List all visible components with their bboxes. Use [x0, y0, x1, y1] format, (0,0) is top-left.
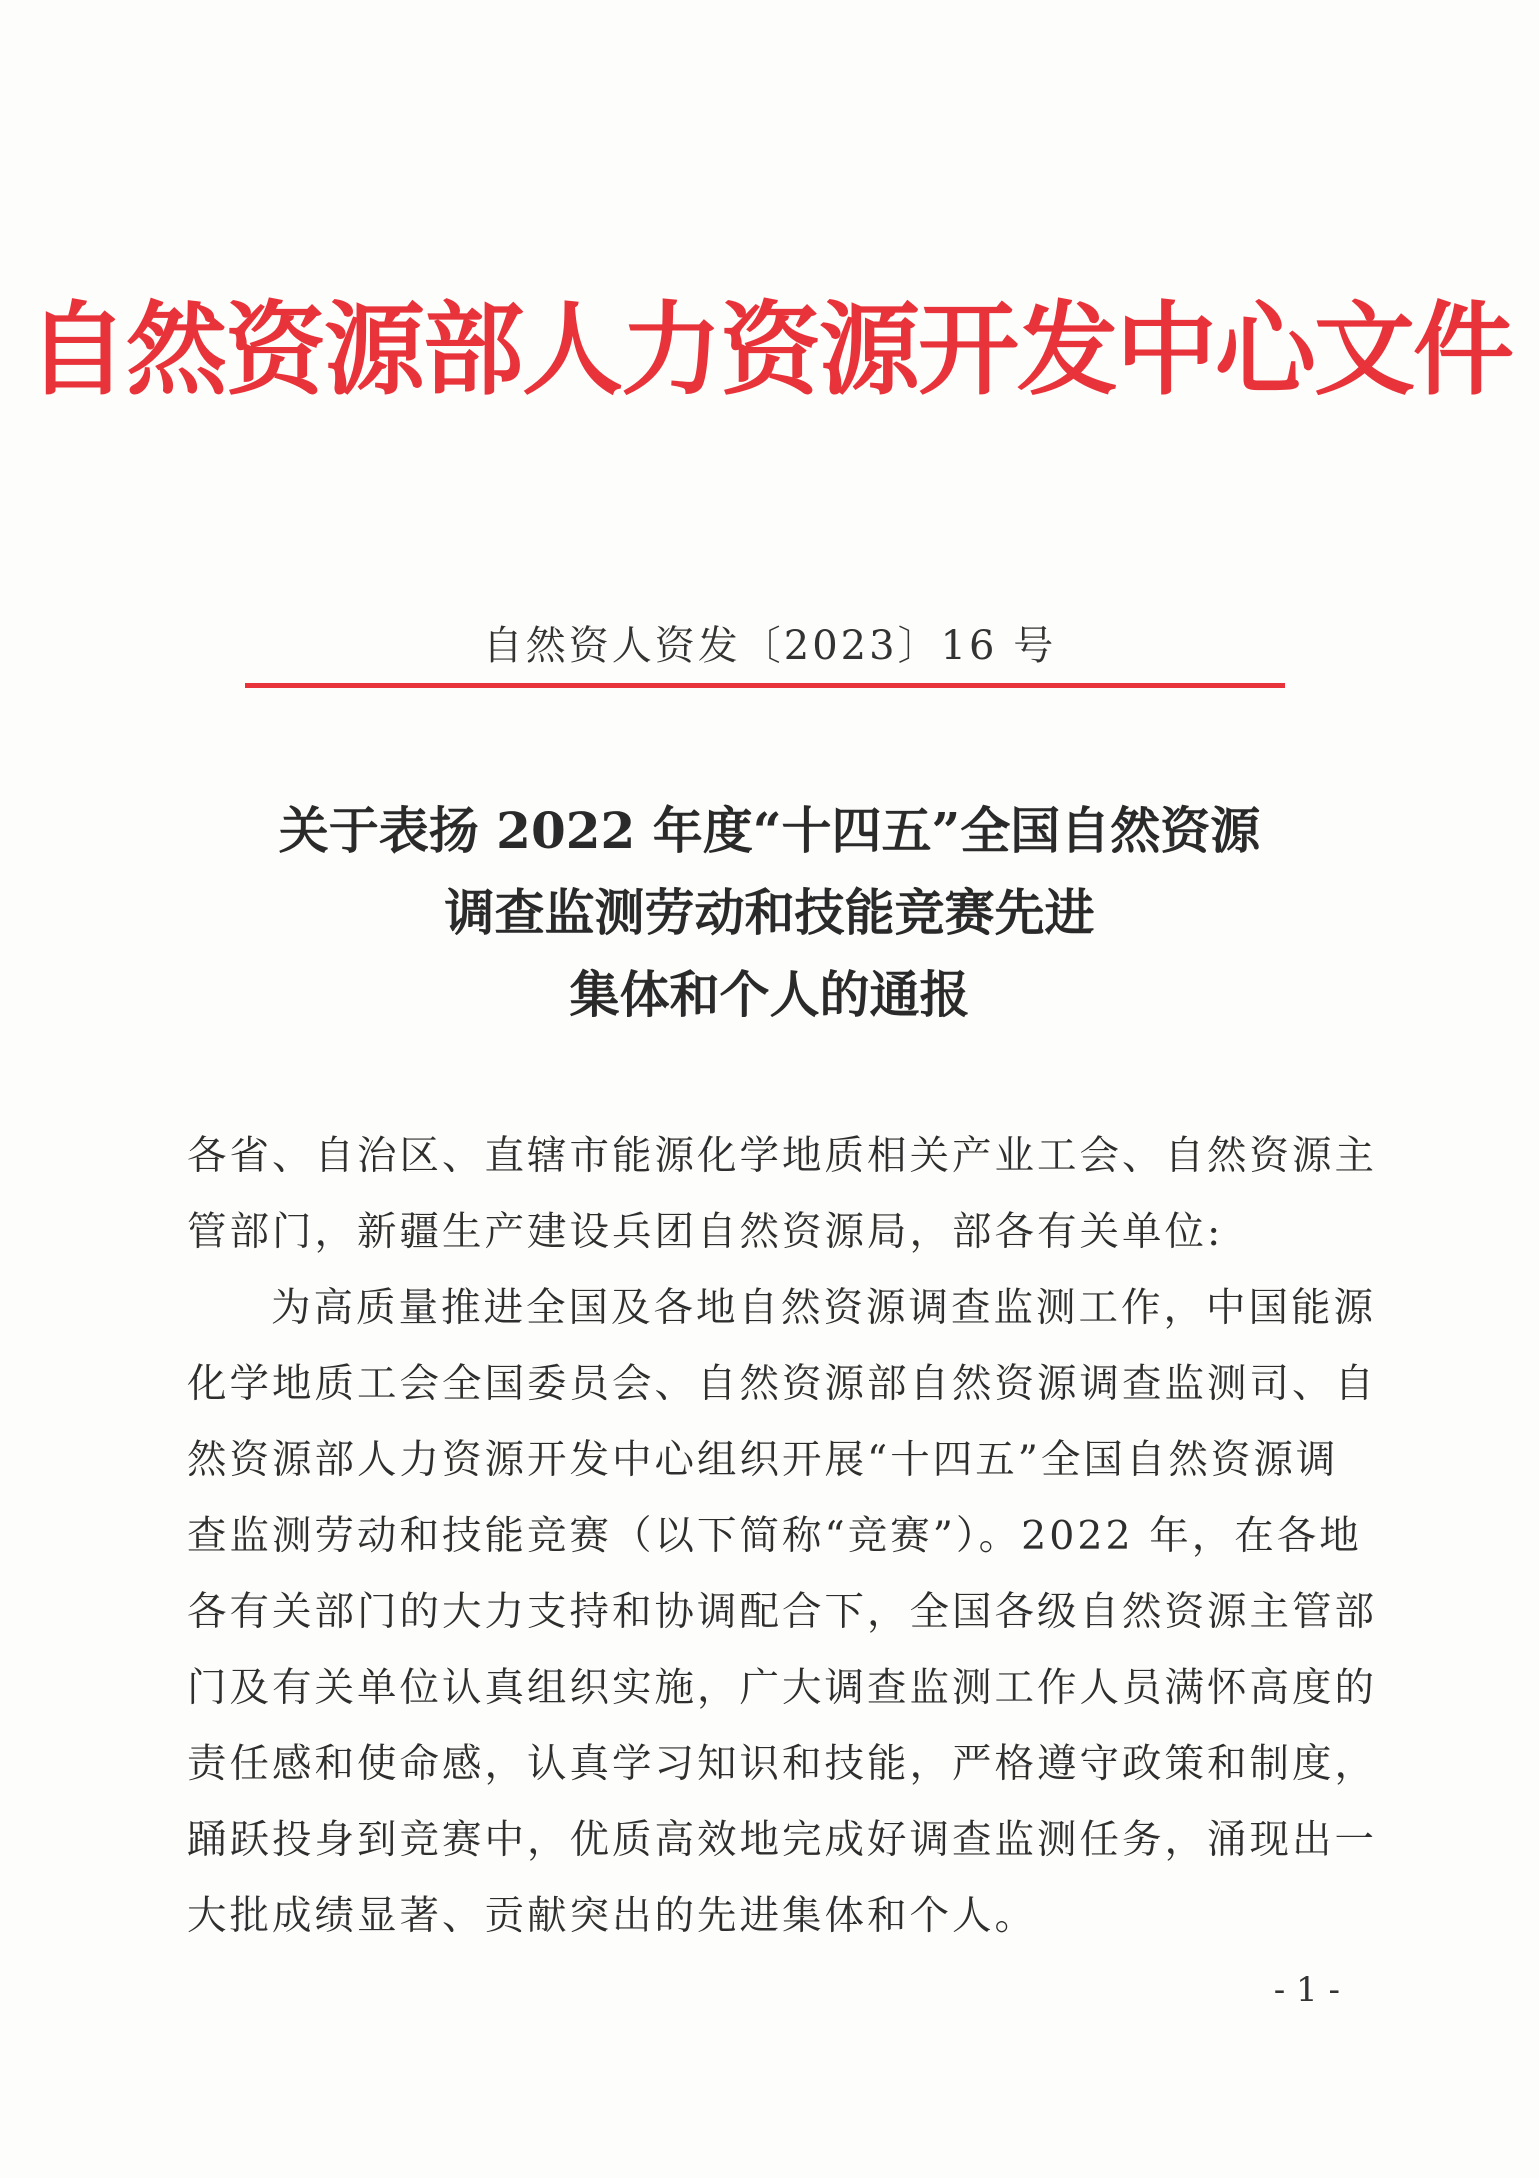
paragraph-line-6: 门及有关单位认真组织实施，广大调查监测工作人员满怀高度的 — [187, 1665, 1377, 1711]
notice-title-line-2: 调查监测劳动和技能竞赛先进 — [444, 883, 1095, 942]
body-text — [187, 1118, 1377, 1954]
paragraph-line-4: 查监测劳动和技能竞赛（以下简称“竞赛”）。2022 年，在各地 — [187, 1513, 1362, 1559]
notice-title-line-3: 集体和个人的通报 — [569, 965, 970, 1024]
paragraph-line-2: 化学地质工会全国委员会、自然资源部自然资源调查监测司、自 — [187, 1361, 1377, 1407]
addressee-line-1: 各省、自治区、直辖市能源化学地质相关产业工会、自然资源主 — [187, 1133, 1377, 1179]
paragraph-line-3: 然资源部人力资源开发中心组织开展“十四五”全国自然资源调 — [187, 1437, 1339, 1483]
document-number: 自然资人资发〔2023〕16 号 — [482, 623, 1057, 669]
addressee-line-2: 管部门，新疆生产建设兵团自然资源局，部各有关单位: — [187, 1209, 1224, 1255]
notice-title — [0, 790, 1539, 1036]
page-number: - 1 - — [1273, 1970, 1340, 2010]
paragraph-line-9: 大批成绩显著、贡献突出的先进集体和个人。 — [187, 1893, 1037, 1939]
paragraph-line-7: 责任感和使命感，认真学习知识和技能，严格遵守政策和制度， — [187, 1741, 1377, 1787]
red-divider-rule — [245, 683, 1285, 688]
masthead-title: 自然资源部人力资源开发中心文件 — [26, 290, 1512, 409]
notice-title-line-1: 关于表扬 2022 年度“十四五”全国自然资源 — [278, 801, 1261, 860]
paragraph-line-5: 各有关部门的大力支持和协调配合下，全国各级自然资源主管部 — [187, 1589, 1377, 1635]
paragraph-line-1: 为高质量推进全国及各地自然资源调查监测工作，中国能源 — [271, 1285, 1376, 1331]
paragraph-line-8: 踊跃投身到竞赛中，优质高效地完成好调查监测任务，涌现出一 — [187, 1817, 1377, 1863]
